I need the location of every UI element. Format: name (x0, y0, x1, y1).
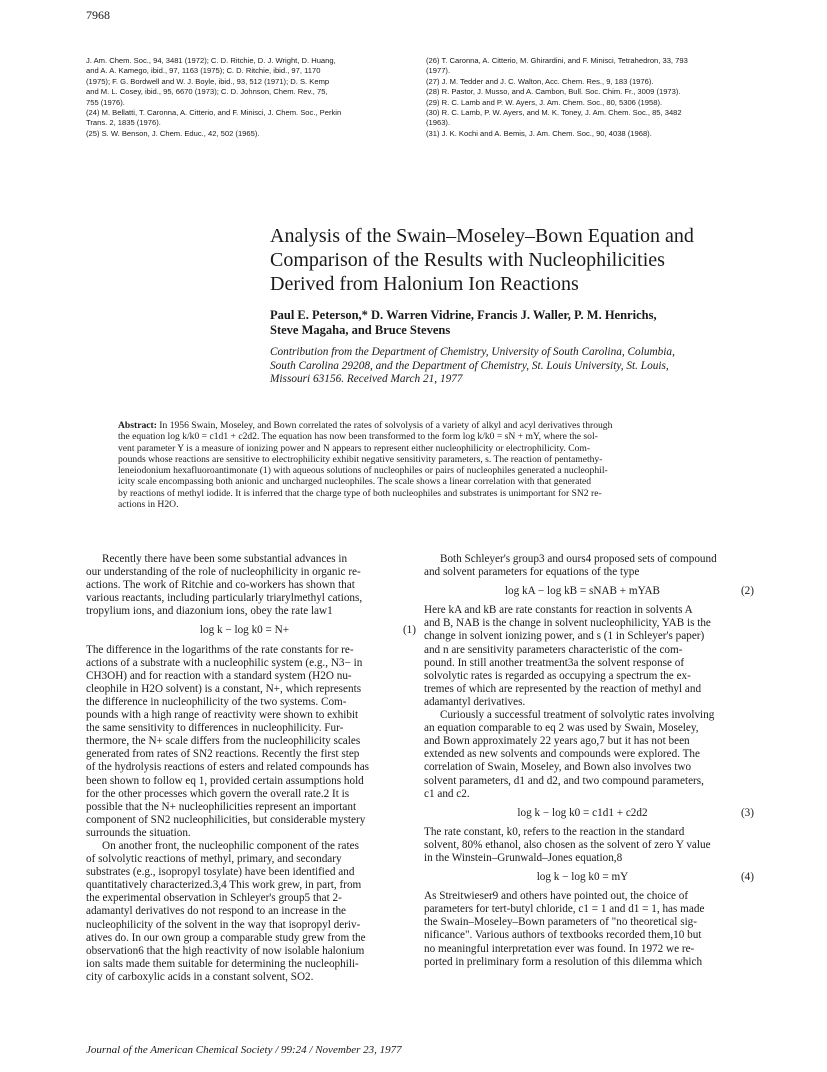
reference-line: (26) T. Caronna, A. Citterio, M. Ghirardini, and F. Minisci, Tetrahedron, 33, 793 (426, 56, 688, 65)
paragraph-line: and n are sensitivity parameters characteristic of the com- (424, 643, 683, 656)
paragraph-line: an equation comparable to eq 2 was used by Swain, Moseley, (424, 722, 699, 735)
journal-footer: Journal of the American Chemical Society / 99:24 / November 23, 1977 (86, 1044, 402, 1056)
body-column-right (424, 553, 754, 969)
paragraph-line: generated from rates of SN2 reactions. Recently the first step (86, 748, 360, 761)
paragraph-line: for the other processes which govern the overall rate.2 It is (86, 787, 350, 800)
reference-line: J. Am. Chem. Soc., 94, 3481 (1972); C. D. Ritchie, D. J. Wright, D. Huang, (86, 56, 336, 65)
title-line: Analysis of the Swain–Moseley–Bown Equation and (270, 225, 694, 247)
paragraph-line: of solvolytic reactions of methyl, primary, and secondary (86, 853, 342, 866)
paragraph-line: solvent parameters, d1 and d2, and two compound parameters, (424, 774, 704, 787)
paragraph-line: parameters for tert-butyl chloride, c1 = 1 and d1 = 1, has made (424, 903, 705, 916)
paragraph-line: tropylium ions, and diazonium ions, obey the rate law1 (86, 605, 333, 618)
paragraph-line: in the Winstein–Grunwald–Jones equation,8 (424, 851, 623, 864)
references-left (86, 56, 416, 139)
paragraph-line: substrates (e.g., isopropyl tosylate) have been identified and (86, 866, 355, 879)
paragraph-line: c1 and c2. (424, 787, 470, 800)
abstract-line: actions in H2O. (118, 499, 179, 511)
paragraph-line: thermore, the N+ scale differs from the nucleophilicity scales (86, 735, 361, 748)
reference-line: (1963). (426, 118, 451, 128)
paragraph-line: been shown to follow eq 1, provided certain assumptions hold (86, 774, 364, 787)
paragraph-line: various reactants, including particularly triarylmethyl cations, (86, 592, 363, 605)
paragraph-line: CH3OH) and for reaction with a standard system (H2O nu- (86, 669, 352, 682)
affiliation-line: Missouri 63156. Received March 21, 1977 (270, 373, 463, 386)
paragraph-line: observation6 that the high reactivity of now isolable halonium (86, 944, 365, 957)
affiliation-line: Contribution from the Department of Chemistry, University of South Carolina, Columbia, (270, 346, 675, 358)
paragraph-line: component of SN2 nucleophilicities, but considerable mystery (86, 813, 366, 826)
paragraph-line: adamantyl derivatives do not respond to an increase in the (86, 905, 347, 918)
paragraph-line: ion salts made them suitable for determining the nucleophili- (86, 957, 359, 970)
paragraph-line: ported in preliminary form a resolution of this dilemma which (424, 955, 703, 968)
paragraph-line: Recently there have been some substantial advances in (102, 553, 348, 565)
paragraph-line: and Bown approximately 22 years ago,7 but it has not been (424, 735, 690, 748)
paragraph-line: city of carboxylic acids in a constant solvent, SO2. (86, 970, 314, 983)
paragraph-line: change in solvent ionizing power, and s (1 in Schleyer's paper) (424, 630, 705, 643)
paragraph-line: On another front, the nucleophilic component of the rates (102, 839, 359, 852)
author-line: Steve Magaha, and Bruce Stevens (270, 323, 451, 337)
paragraph-line: The rate constant, k0, refers to the reaction in the standard (424, 825, 685, 838)
paragraph-line: no meaningful interpretation ever was found. In 1972 we re- (424, 942, 695, 955)
abstract (118, 420, 748, 510)
abstract-line: the equation log k/k0 = c1d1 + c2d2. The equation has now been transformed to the form log k/k0 = sN + mY, where the sol- (118, 431, 598, 443)
abstract-label: Abstract: (118, 420, 157, 431)
paragraph-line: surrounds the situation. (86, 826, 191, 839)
paragraph-line: The difference in the logarithms of the rate constants for re- (86, 643, 354, 656)
affiliation (270, 346, 675, 387)
reference-line: (1977). (426, 66, 451, 76)
paragraph-line: As Streitwieser9 and others have pointed out, the choice of (424, 890, 689, 903)
paragraph-line: and B, NAB is the change in solvent nucleophilicity, YAB is the (424, 617, 711, 630)
paragraph-line: quantitatively characterized.3,4 This work grew, in part, from (86, 879, 362, 892)
article-title (270, 224, 750, 296)
title-line: Derived from Halonium Ion Reactions (270, 273, 579, 295)
paragraph-line: our understanding of the role of nucleophilicity in organic re- (86, 566, 361, 579)
abstract-line: leneiodonium hexafluoroantimonate (1) with aqueous solutions of nucleophiles or pairs of nucleophiles generated a nucleophil- (118, 465, 608, 477)
paragraph-line: extended as new solvents and compounds were explored. The (424, 748, 700, 761)
reference-line: (1975); F. G. Bordwell and W. J. Boyle, ibid., 93, 512 (1971); D. S. Kemp (86, 76, 330, 86)
paragraph-line: atives do. In our own group a comparable study grew from the (86, 931, 366, 944)
paragraph-line: the same sensitivity to differences in nucleophilicity. Fur- (86, 722, 344, 735)
equation-4: log k − log k0 = mY (4) (536, 871, 754, 884)
paragraph-line: Both Schleyer's group3 and ours4 proposed sets of compound (440, 553, 717, 565)
equation-3: log k − log k0 = c1d1 + c2d2 (3) (517, 806, 754, 819)
paragraph-line: actions of a substrate with a nucleophilic system (e.g., N3− in (86, 656, 363, 669)
paragraph-line: the difference in nucleophilicity of the two systems. Com- (86, 695, 347, 708)
paragraph-line: correlation of Swain, Moseley, and Bown also involves two (424, 761, 692, 774)
paragraph-line: actions. The work of Ritchie and co-workers has shown that (86, 579, 355, 592)
equation-2: log kA − log kB = sNAB + mYAB (2) (504, 585, 754, 598)
paragraph-line: the Swain–Moseley–Bown parameters of "no theoretical sig- (424, 916, 697, 929)
paragraph-line: tremes of which are represented by the reaction of methyl and (424, 682, 702, 695)
reference-line: Trans. 2, 1835 (1976). (86, 118, 161, 128)
reference-line: (31) J. K. Kochi and A. Bemis, J. Am. Chem. Soc., 90, 4038 (1968). (426, 128, 652, 138)
title-line: Comparison of the Results with Nucleophilicities (270, 249, 665, 271)
equation-number: (4) (740, 871, 754, 884)
paragraph-line: Curiously a successful treatment of solvolytic rates involving (440, 709, 715, 722)
reference-line: (27) J. M. Tedder and J. C. Walton, Acc. Chem. Res., 9, 183 (1976). (426, 76, 654, 86)
reference-line: (29) R. C. Lamb and P. W. Ayers, J. Am. Chem. Soc., 80, 5306 (1958). (426, 97, 663, 107)
paragraph-line: cleophile in H2O solvent) is a constant, N+, which represents (86, 682, 362, 695)
paragraph-line: the experimental observation in Schleyer's group5 that 2- (86, 892, 342, 905)
author-line: Paul E. Peterson,* D. Warren Vidrine, Francis J. Waller, P. M. Henrichs, (270, 308, 657, 322)
abstract-line: vent parameter Y is a measure of ionizing power and N appears to represent either nucleophilicity or electrophilicity. Com- (118, 442, 591, 454)
reference-line: and A. A. Kamego, ibid., 97, 1163 (1975); C. D. Ritchie, ibid., 97, 1170 (86, 66, 321, 76)
equation-number: (2) (740, 585, 754, 598)
abstract-line: icity scale encompassing both anionic and uncharged nucleophiles. The scale shows a linear correlation with that generated (118, 476, 592, 488)
reference-line: (24) M. Bellatti, T. Caronna, A. Citterio, and F. Minisci, J. Chem. Soc., Perkin (86, 108, 342, 118)
affiliation-line: South Carolina 29208, and the Department of Chemistry, St. Louis University, St. Louis, (270, 359, 669, 372)
paragraph-line: nucleophilicity of the solvent in the way that isopropyl deriv- (86, 918, 361, 931)
reference-line: (28) R. Pastor, J. Musso, and A. Cambon, Bull. Soc. Chim. Fr., 3009 (1973). (426, 87, 681, 97)
paragraph-line: of the hydrolysis reactions of esters and related compounds has (86, 761, 370, 774)
page-number: 7968 (86, 8, 110, 22)
reference-line: (25) S. W. Benson, J. Chem. Educ., 42, 502 (1965). (86, 128, 260, 138)
paragraph-line: Here kA and kB are rate constants for reaction in solvents A (424, 604, 693, 617)
paragraph-line: and solvent parameters for equations of the type (424, 566, 640, 579)
paragraph-line: pounds with a high range of reactivity were shown to exhibit (86, 709, 359, 722)
paragraph-line: solvolytic rates is regarded as occupying a spectrum the ex- (424, 669, 691, 682)
paragraph-line: possible that the N+ nucleophilicities represent an important (86, 800, 357, 813)
equation-1: log k − log k0 = N+ (1) (199, 624, 416, 637)
paragraph-line: solvent, 80% ethanol, also chosen as the solvent of zero Y value (424, 838, 711, 851)
paragraph-line: adamantyl derivatives. (424, 695, 526, 708)
paragraph-line: nificance". Various authors of textbooks recorded them,10 but (424, 929, 702, 942)
reference-line: (30) R. C. Lamb, P. W. Ayers, and M. K. Toney, J. Am. Chem. Soc., 85, 3482 (426, 108, 682, 118)
equation-number: (1) (402, 624, 416, 637)
abstract-line: In 1956 Swain, Moseley, and Bown correlated the rates of solvolysis of a variety of alkyl and acyl derivatives through (156, 420, 613, 431)
reference-line: and M. L. Cosey, ibid., 95, 6670 (1973); C. D. Johnson, Chem. Rev., 75, (86, 87, 328, 97)
references-right (426, 56, 756, 139)
equation-number: (3) (740, 806, 754, 819)
abstract-line: by reactions of methyl iodide. It is inferred that the charge type of both nucleophiles and substrates is unimportant for SN2 re- (118, 487, 602, 499)
reference-line: 755 (1976). (86, 97, 125, 107)
abstract-line: pounds whose reactions are sensitive to electrophilicity exhibit negative sensitivity parameters, s. The reaction of pentamethy- (118, 453, 603, 465)
paragraph-line: pound. In still another treatment3a the solvent response of (424, 656, 685, 669)
author-list (270, 308, 657, 338)
body-column-left (86, 553, 416, 984)
